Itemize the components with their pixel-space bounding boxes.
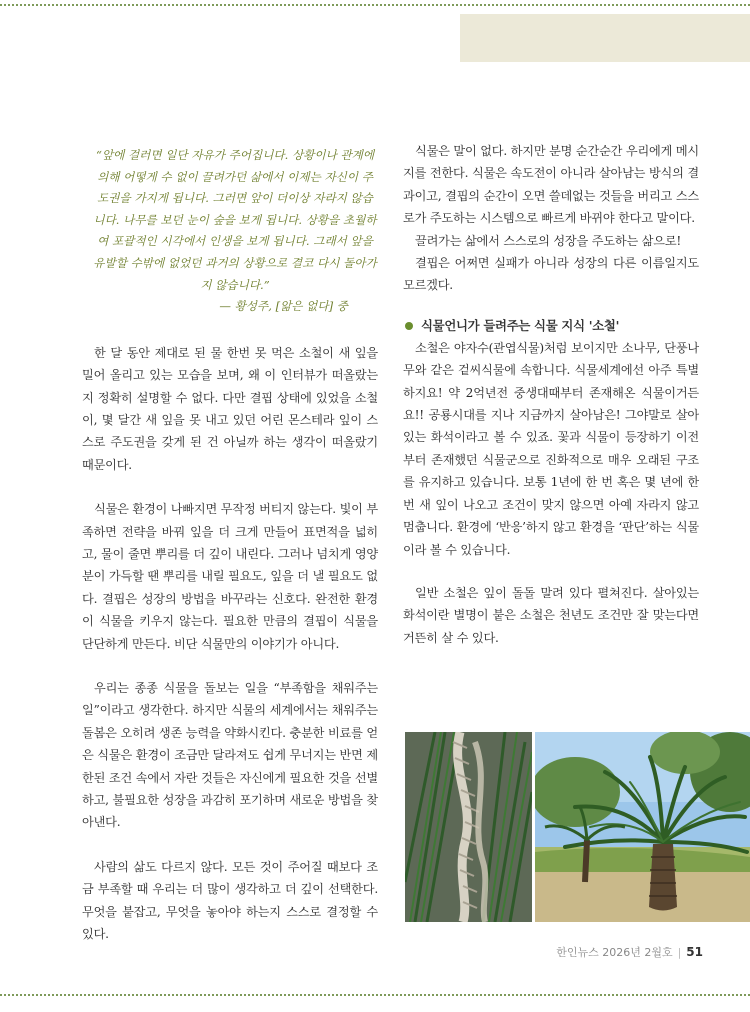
body-paragraph: 식물은 말이 없다. 하지만 분명 순간순간 우리에게 메시지를 전한다. 식물은 속도전이 아니라 살아남는 방식의 결과이고, 결핍의 순간이 오면 쓸데없는 것들을 버리고 스스로가 주도하는 시스템으로 빠르게 바뀌야 한다고 말이다.	[403, 144, 700, 226]
body-paragraph: 끌려가는 삶에서 스스로의 성장을 주도하는 삶으로!	[415, 233, 682, 248]
body-paragraph: 식물은 환경이 나빠지면 무작정 버티지 않는다. 빛이 부족하면 전략을 바꿔 잎을 더 크게 만들어 표면적을 넓히고, 물이 줄면 뿌리를 더 깊이 내린다. 그러나 넘치게 영양분이 가득할 땐 뿌리를 내릴 필요도, 잎을 더 낼 필요도 없다. 결핍은 성장의 방법을 바꾸라는 신호다. 완전한 환경이 식물을 키우지 않는다. 필요한 만큼의 결핍이 식물을 단단하게 만든다. 비단 식물만의 이야기가 아니다.	[82, 502, 379, 651]
cycad-leaf-closeup-photo	[405, 732, 532, 922]
left-column	[82, 140, 378, 946]
pull-quote-source: — 황성주, [앎은 없다] 중	[219, 299, 348, 314]
body-paragraph: 우리는 종종 식물을 돌보는 일을 “부족함을 채워주는 일”이라고 생각한다. 하지만 식물의 세계에서는 채워주는 돌봄은 오히려 생존 능력을 약화시킨다. 충분한 비료를 얻은 식물은 환경이 조금만 달라져도 쉽게 무너지는 반면 제한된 조건 속에서 자란 것들은 자신에게 필요한 것을 선별하고, 불필요한 성장을 과감히 포기하며 새로운 방법을 찾아낸다.	[82, 681, 378, 830]
top-dotted-border	[0, 4, 750, 6]
bottom-dotted-border	[0, 994, 750, 996]
header-band	[460, 14, 750, 62]
body-paragraph: 결핍은 어쩌면 실패가 아니라 성장의 다른 이름일지도 모르겠다.	[403, 256, 699, 293]
bullet-icon	[405, 322, 413, 330]
section-heading-text: 식물언니가 들려주는 식물 지식 '소철'	[421, 317, 620, 333]
page-footer	[533, 944, 703, 960]
cycad-tree-photo	[535, 732, 750, 922]
right-column	[403, 140, 699, 649]
pull-quote	[92, 140, 378, 318]
body-paragraph: 한 달 동안 제대로 된 물 한번 못 먹은 소철이 새 잎을 밀어 올리고 있는 모습을 보며, 왜 이 인터뷰가 떠올랐는지 정확히 설명할 수 없다. 다만 결핍 상태에 있었을 소철이, 몇 달간 새 잎을 못 내고 있던 어린 몬스테라 잎이 스스로 주도권을 갖게 된 건 아닐까 하는 생각이 떠올랐기 때문이다.	[82, 345, 378, 472]
publication-name: 한인뉴스 2026년 2월호	[556, 946, 673, 959]
section-heading	[403, 315, 699, 337]
pull-quote-text: “앞에 걸러면 일단 자유가 주어집니다. 상황이나 관계에 의해 어떻게 수 없이 끌려가던 삶에서 이제는 자신이 주도권을 가지게 됩니다. 그러면 앞이 더이상 자라지 않습니다. 나무를 보던 눈이 숲을 보게 됩니다. 상황을 초월하여 포괄적인 시각에서 인생을 보게 됩니다. 그래서 앞을 유발할 수밖에 없었던 과거의 상황으로 결코 다시 돌아가지 않습니다.”	[93, 148, 377, 292]
page-number: 51	[686, 945, 703, 959]
body-paragraph: 사람의 삶도 다르지 않다. 모든 것이 주어질 때보다 조금 부족할 때 우리는 더 많이 생각하고 더 깊이 선택한다. 무엇을 붙잡고, 무엇을 놓아야 하는지 스스로 결정할 수 있다.	[82, 859, 378, 942]
footer-separator: |	[677, 946, 682, 959]
body-paragraph: 일반 소철은 잎이 돌돌 말려 있다 펼쳐진다. 살아있는 화석이란 별명이 붙은 소철은 천년도 조건만 잘 맞는다면 거뜬히 살 수 있다.	[403, 585, 699, 645]
body-paragraph: 소철은 야자수(관엽식물)처럼 보이지만 소나무, 단풍나무와 같은 겉씨식물에 속합니다. 식물세계에선 아주 특별하지요! 약 2억년전 중생대때부터 존재해온 식물이거든요!! 공룡시대를 지나 지금까지 살아남은! 그야말로 살아있는 화석이라고 볼 수 있죠. 꽃과 식물이 등장하기 이전부터 존재했던 식물군으로 진화적으로 매우 오래된 구조를 유지하고 있습니다. 보통 1년에 한 번 혹은 몇 년에 한 번 새 잎이 나오고 조건이 맞지 않으면 아예 자라지 않고 멈춥니다. 환경에 ‘반응’하지 않고 환경을 ‘판단’하는 식물이라 볼 수 있습니다.	[403, 340, 699, 557]
